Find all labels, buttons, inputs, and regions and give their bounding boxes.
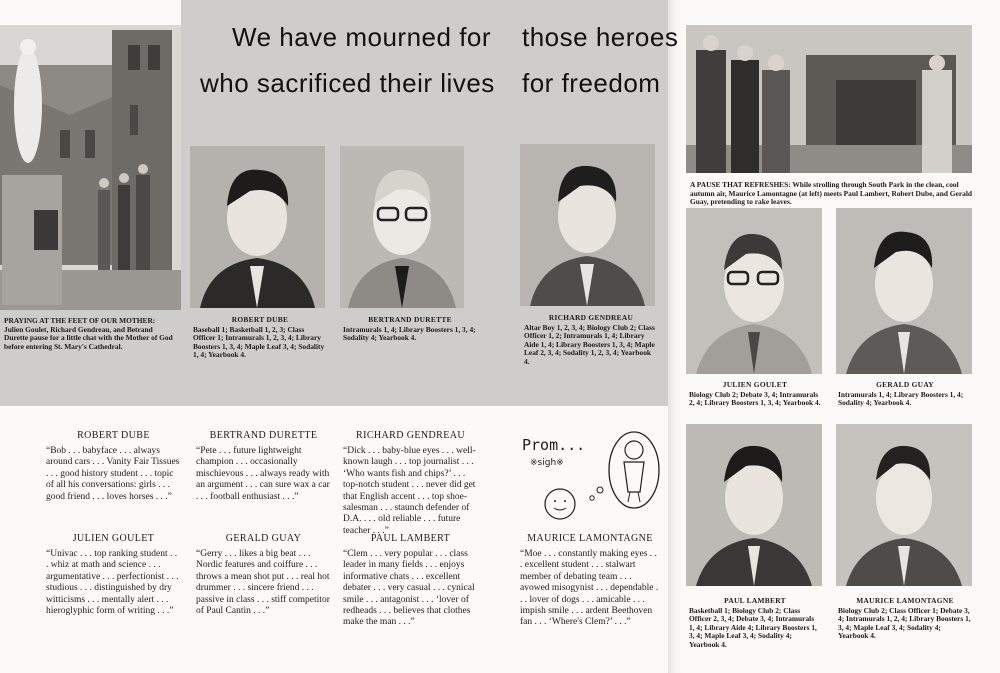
portrait-name: ROBERT DUBE <box>231 315 289 324</box>
headline-line2-left: who sacrificed their lives <box>200 68 495 98</box>
portrait-caption-richard-gendreau <box>524 314 658 367</box>
praying-caption <box>4 317 176 351</box>
portrait-maurice-lamontagne <box>836 424 972 586</box>
portrait-caption-bertrand-durette <box>343 316 477 343</box>
bio-text: “Moe . . . constantly making eyes . . . excellent student . . . stalwart member of debating team . . . avowed misogynist . . . dependable . . . lover of dogs . . . amicable . . . impish smile . . . ardent Beethoven fan . . . ‘Where's Clem?’ . . .” <box>520 549 659 628</box>
portrait-silhouette <box>686 424 822 586</box>
portrait-activities: Intramurals 1, 4; Library Boosters 1, 3, 4; Sodality 4; Yearbook 4. <box>343 324 476 343</box>
bio-robert-dube <box>46 430 181 503</box>
portrait-activities: Biology Club 2; Debate 3, 4; Intramurals 2, 4; Library Boosters 1, 3, 4; Yearbook 4. <box>689 389 821 408</box>
portrait-silhouette <box>836 424 972 586</box>
bio-maurice-lamontagne <box>520 533 660 629</box>
portrait-caption-paul-lambert <box>689 597 821 650</box>
bio-name: BERTRAND DURETTE <box>209 430 318 441</box>
bio-name: ROBERT DUBE <box>77 430 150 441</box>
bio-julien-goulet <box>46 533 181 617</box>
portrait-robert-dube <box>190 146 325 308</box>
page-fold <box>668 0 684 673</box>
bio-gerald-guay <box>196 533 331 617</box>
cathedral-photo <box>0 25 181 310</box>
headline-line2-right: for freedom <box>522 68 661 98</box>
portrait-silhouette <box>340 146 464 308</box>
bio-name: GERALD GUAY <box>225 533 302 544</box>
portrait-bertrand-durette <box>340 146 464 308</box>
portrait-name: RICHARD GENDREAU <box>548 313 634 322</box>
bio-text: “Gerry . . . likes a big beat . . . Nordic features and coiffure . . . throws a mean shot put . . . real hot drummer . . . sincere friend . . . passive in class . . . stiff competitor of Paul Cantin . . .” <box>196 549 330 617</box>
bio-paul-lambert <box>343 533 478 629</box>
portrait-name: BERTRAND DURETTE <box>368 315 452 324</box>
pause-caption <box>690 181 972 207</box>
cartoon-prom-text: Prom... <box>522 436 586 454</box>
bio-name: RICHARD GENDREAU <box>356 430 465 441</box>
prom-cartoon <box>520 428 660 523</box>
portrait-caption-gerald-guay <box>838 381 972 408</box>
cathedral-illustration <box>0 25 181 310</box>
portrait-silhouette <box>190 146 325 308</box>
portrait-activities: Basketball 1; Biology Club 2; Class Officer 2, 3, 4; Debate 3, 4; Intramurals 1, 4; Library Aide 4; Library Boosters 1, 3, 4; Maple Leaf 3, 4; Sodality 4; Yearbook 4. <box>689 605 817 649</box>
headline-line1-left: We have mourned for <box>232 22 492 52</box>
bio-text: “Univac . . . top ranking student . . . whiz at math and science . . . argumentative . . . perfectionist . . . studious . . . distinguished by dry witticisms . . . mentally alert . . . hieroglyphic form of writing . . .” <box>46 549 179 617</box>
south-park-photo <box>686 25 972 173</box>
south-park-illustration <box>686 25 972 173</box>
bio-text: “Bob . . . babyface . . . always around cars . . . Vanity Fair Tissues . . . good history student . . . topic of all his conversations: girls . . . good friend . . . loves horses . . .” <box>46 446 180 502</box>
pause-caption-text: A PAUSE THAT REFRESHES: While strolling through South Park in the clean, cool autumn air, Maurice Lamontagne (at left) meets Paul Lambert, Robert Dube, and Gerald Guay, pretending to rake leaves. <box>690 180 972 207</box>
portrait-silhouette <box>686 208 822 374</box>
portrait-silhouette <box>520 144 655 306</box>
portrait-activities: Baseball 1; Basketball 1, 2, 3; Class Officer 1; Intramurals 1, 2, 3, 4; Library Boosters 1, 3, 4; Maple Leaf 3, 4; Sodality 1, 4; Yearbook 4. <box>193 324 325 360</box>
portrait-richard-gendreau <box>520 144 655 306</box>
cartoon-sigh-text: ※sigh※ <box>530 458 564 468</box>
bio-text: “Clem . . . very popular . . . class leader in many fields . . . enjoys informative chats . . . excellent debater . . . very casual . . . cynical smile . . . antagonist . . . ‘lover of redheads . . . believes that clothes make the man . . .” <box>343 549 475 628</box>
portrait-paul-lambert <box>686 424 822 586</box>
portrait-name: JULIEN GOULET <box>722 380 788 389</box>
bio-bertrand-durette <box>196 430 331 503</box>
praying-caption-text: PRAYING AT THE FEET OF OUR MOTHER: Julien Goulet, Richard Gendreau, and Betrand Durette pause for a little chat with the Mother of God before entering St. Mary's Cathedral. <box>4 316 173 351</box>
bio-text: “Pete . . . future lightweight champion . . . occasionally mischievous . . . always ready with an argument . . . can sure wax a car . . . football enthusiast . . .” <box>196 446 330 502</box>
portrait-caption-robert-dube <box>193 316 327 360</box>
portrait-caption-julien-goulet <box>689 381 821 408</box>
portrait-activities: Altar Boy 1, 2, 3, 4; Biology Club 2; Class Officer 1, 2; Intramurals 1, 4; Library Aide 1, 4; Library Boosters 1, 3, 4; Maple Leaf 2, 3, 4; Sodality 1, 2, 3, 4; Yearbook 4. <box>524 322 655 366</box>
bio-richard-gendreau <box>343 430 478 537</box>
portrait-julien-goulet <box>686 208 822 374</box>
headline-line1-right: those heroes <box>522 22 679 52</box>
bio-name: JULIEN GOULET <box>72 533 155 544</box>
portrait-name: MAURICE LAMONTAGNE <box>856 596 954 605</box>
portrait-name: PAUL LAMBERT <box>724 596 786 605</box>
bio-text: “Dick . . . baby-blue eyes . . . well-known laugh . . . top journalist . . . ‘Who wants fish and chips?’ . . . top-notch student . . . never did get that English accent . . . top shoe-salesman . . . staunch defender of D.A. . . . old reliable . . . future teacher . . .” <box>343 446 476 536</box>
bio-name: MAURICE LAMONTAGNE <box>527 533 653 544</box>
portrait-activities: Biology Club 2; Class Officer 1; Debate 3, 4; Intramurals 1, 2, 4; Library Boosters 1, 3, 4; Maple Leaf 3, 4; Sodality 4; Yearbook 4. <box>838 605 971 641</box>
portrait-silhouette <box>836 208 972 374</box>
portrait-name: GERALD GUAY <box>876 380 934 389</box>
portrait-activities: Intramurals 1, 4; Library Boosters 1, 4; Sodality 4; Yearbook 4. <box>838 389 964 408</box>
portrait-gerald-guay <box>836 208 972 374</box>
portrait-caption-maurice-lamontagne <box>838 597 972 641</box>
bio-name: PAUL LAMBERT <box>370 533 451 544</box>
